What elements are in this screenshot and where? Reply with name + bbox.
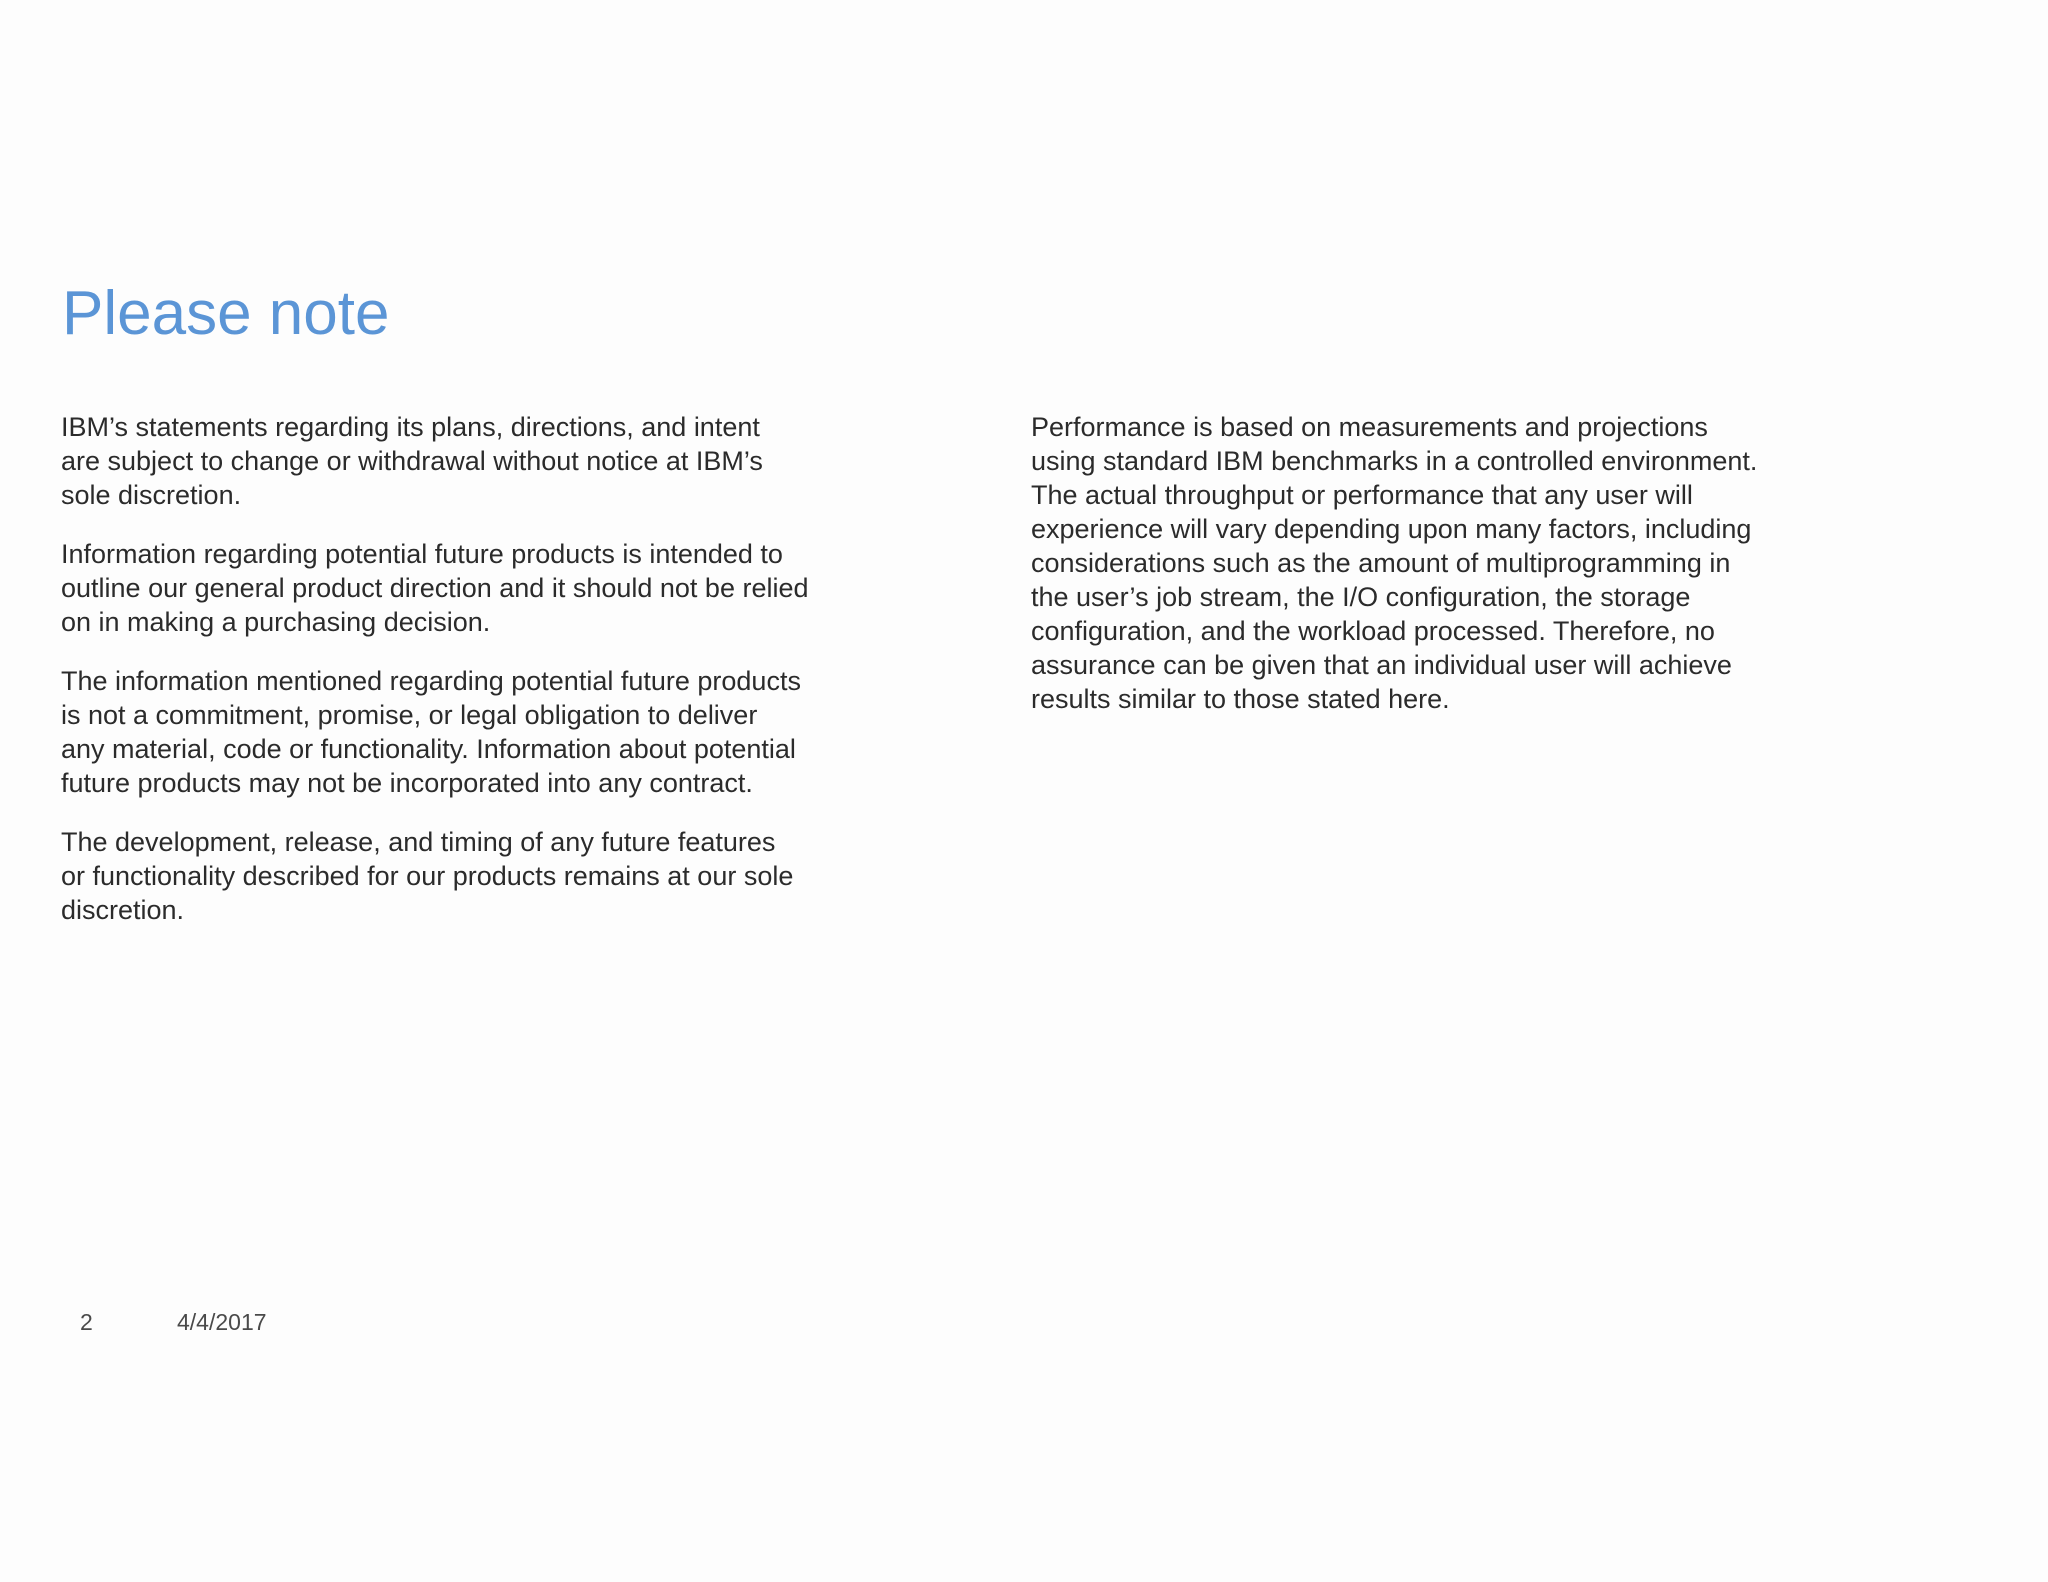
paragraph-not-a-commitment: The information mentioned regarding potential future products is not a commitment, promise, or legal obligation to deliver any material, code or functionality. Information about potential future products may not be incorporated into any contract. bbox=[61, 666, 801, 798]
paragraph-performance-disclaimer: Performance is based on measurements and projections using standard IBM benchmarks in a controlled environment. The actual throughput or performance that any user will experience will vary depending upon many factors, including considerations such as the amount of multiprogramming in the user’s job stream, the I/O configuration, the storage configuration, and the workload processed. Therefore, no assurance can be given that an individual user will achieve results similar to those stated here. bbox=[1031, 412, 1758, 714]
paragraph-development-timing: The development, release, and timing of any future features or functionality described for our products remains at our sole discretion. bbox=[61, 827, 794, 925]
paragraph-future-products-direction: Information regarding potential future products is intended to outline our general product direction and it should not be relied on in making a purchasing decision. bbox=[61, 539, 809, 637]
page-number: 2 bbox=[80, 1309, 93, 1335]
right-text-column bbox=[1031, 410, 1911, 741]
footer-date: 4/4/2017 bbox=[177, 1309, 267, 1335]
left-text-column bbox=[61, 410, 901, 952]
paragraph-plans-statement: IBM’s statements regarding its plans, directions, and intent are subject to change or withdrawal without notice at IBM’s sole discretion. bbox=[61, 412, 763, 510]
slide-title: Please note bbox=[62, 279, 390, 348]
